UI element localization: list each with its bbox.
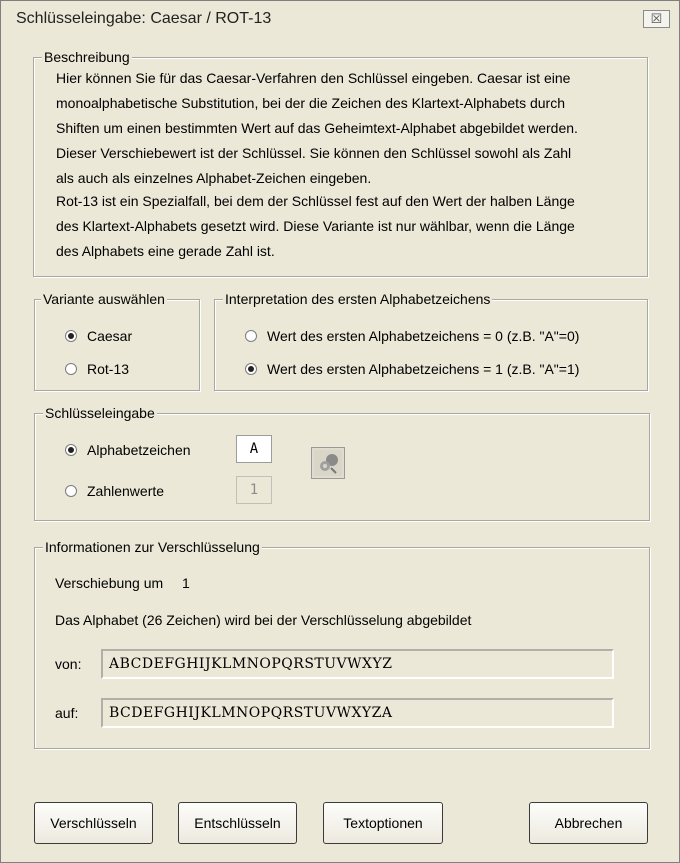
key-wizard-button[interactable] bbox=[311, 447, 345, 479]
radio-numeric-value-label: Zahlenwerte bbox=[87, 483, 165, 499]
key-entry-legend: Schlüsseleingabe bbox=[45, 405, 155, 421]
radio-alphabet-char-label: Alphabetzeichen bbox=[87, 442, 191, 458]
radio-caesar-indicator[interactable] bbox=[65, 330, 77, 342]
variant-legend: Variante auswählen bbox=[43, 291, 165, 307]
shift-value: 1 bbox=[182, 575, 190, 591]
variant-group bbox=[34, 291, 200, 391]
key-number-input[interactable]: 1 bbox=[236, 476, 272, 504]
from-alphabet-field: ABCDEFGHIJKLMNOPQRSTUVWXYZ bbox=[101, 649, 614, 679]
cancel-button[interactable]: Abbrechen bbox=[529, 802, 648, 844]
radio-caesar[interactable] bbox=[65, 328, 132, 344]
description-line: Rot-13 ist ein Spezialfall, bei dem der Schlüssel fest auf den Wert der halben Länge bbox=[56, 193, 575, 209]
key-entry-group bbox=[34, 405, 650, 521]
radio-alphabet-char[interactable] bbox=[65, 442, 191, 458]
radio-rot13-label: Rot-13 bbox=[87, 361, 130, 377]
radio-first-char-zero-label: Wert des ersten Alphabetzeichens = 0 (z.B. "A"=0) bbox=[267, 328, 580, 344]
shift-label: Verschiebung um bbox=[55, 575, 164, 591]
radio-first-char-one-indicator[interactable] bbox=[245, 363, 257, 375]
key-wizard-icon bbox=[312, 448, 344, 478]
description-line: Hier können Sie für das Caesar-Verfahren den Schlüssel eingeben. Caesar ist eine bbox=[56, 70, 571, 86]
radio-rot13-indicator[interactable] bbox=[65, 363, 77, 375]
description-group bbox=[33, 49, 648, 277]
from-label: von: bbox=[55, 656, 82, 672]
description-line: Shiften um einen bestimmten Wert auf das Geheimtext-Alphabet abgebildet werden. bbox=[56, 120, 578, 136]
description-line: monoalphabetische Substitution, bei der die Zeichen des Klartext-Alphabets durch bbox=[56, 95, 565, 111]
title-bar bbox=[2, 2, 678, 34]
radio-first-char-zero-indicator[interactable] bbox=[245, 330, 257, 342]
description-line: des Alphabets eine gerade Zahl ist. bbox=[56, 243, 275, 259]
key-char-input[interactable]: A bbox=[236, 435, 272, 463]
alphabet-note: Das Alphabet (26 Zeichen) wird bei der Verschlüsselung abgebildet bbox=[55, 612, 472, 628]
radio-rot13[interactable] bbox=[65, 361, 129, 377]
encrypt-button[interactable]: Verschlüsseln bbox=[34, 802, 153, 844]
to-alphabet-field: BCDEFGHIJKLMNOPQRSTUVWXYZA bbox=[101, 698, 614, 728]
to-label: auf: bbox=[55, 705, 79, 721]
radio-first-char-one[interactable] bbox=[245, 361, 579, 377]
interpretation-group bbox=[214, 291, 648, 391]
decrypt-button[interactable]: Entschlüsseln bbox=[178, 802, 297, 844]
radio-alphabet-char-indicator[interactable] bbox=[65, 444, 77, 456]
description-legend: Beschreibung bbox=[44, 49, 130, 65]
info-group bbox=[34, 539, 650, 749]
radio-numeric-value-indicator[interactable] bbox=[65, 485, 77, 497]
window-title: Schlüsseleingabe: Caesar / ROT-13 bbox=[16, 10, 272, 27]
info-legend: Informationen zur Verschlüsselung bbox=[45, 539, 260, 555]
description-line: als auch als einzelnes Alphabet-Zeichen eingeben. bbox=[56, 170, 372, 186]
radio-caesar-label: Caesar bbox=[87, 328, 133, 344]
radio-first-char-one-label: Wert des ersten Alphabetzeichens = 1 (z.B. "A"=1) bbox=[267, 361, 580, 377]
interpretation-legend: Interpretation des ersten Alphabetzeichens bbox=[225, 291, 491, 307]
radio-first-char-zero[interactable] bbox=[245, 328, 579, 344]
close-button[interactable] bbox=[643, 10, 670, 28]
radio-numeric-value[interactable] bbox=[65, 483, 164, 499]
text-options-button[interactable]: Textoptionen bbox=[323, 802, 443, 844]
close-icon: ☒ bbox=[650, 11, 663, 26]
description-line: Dieser Verschiebewert ist der Schlüssel. Sie können den Schlüssel sowohl als Zahl bbox=[56, 145, 572, 161]
description-line: des Klartext-Alphabets gesetzt wird. Diese Variante ist nur wählbar, wenn die Länge bbox=[56, 218, 575, 234]
